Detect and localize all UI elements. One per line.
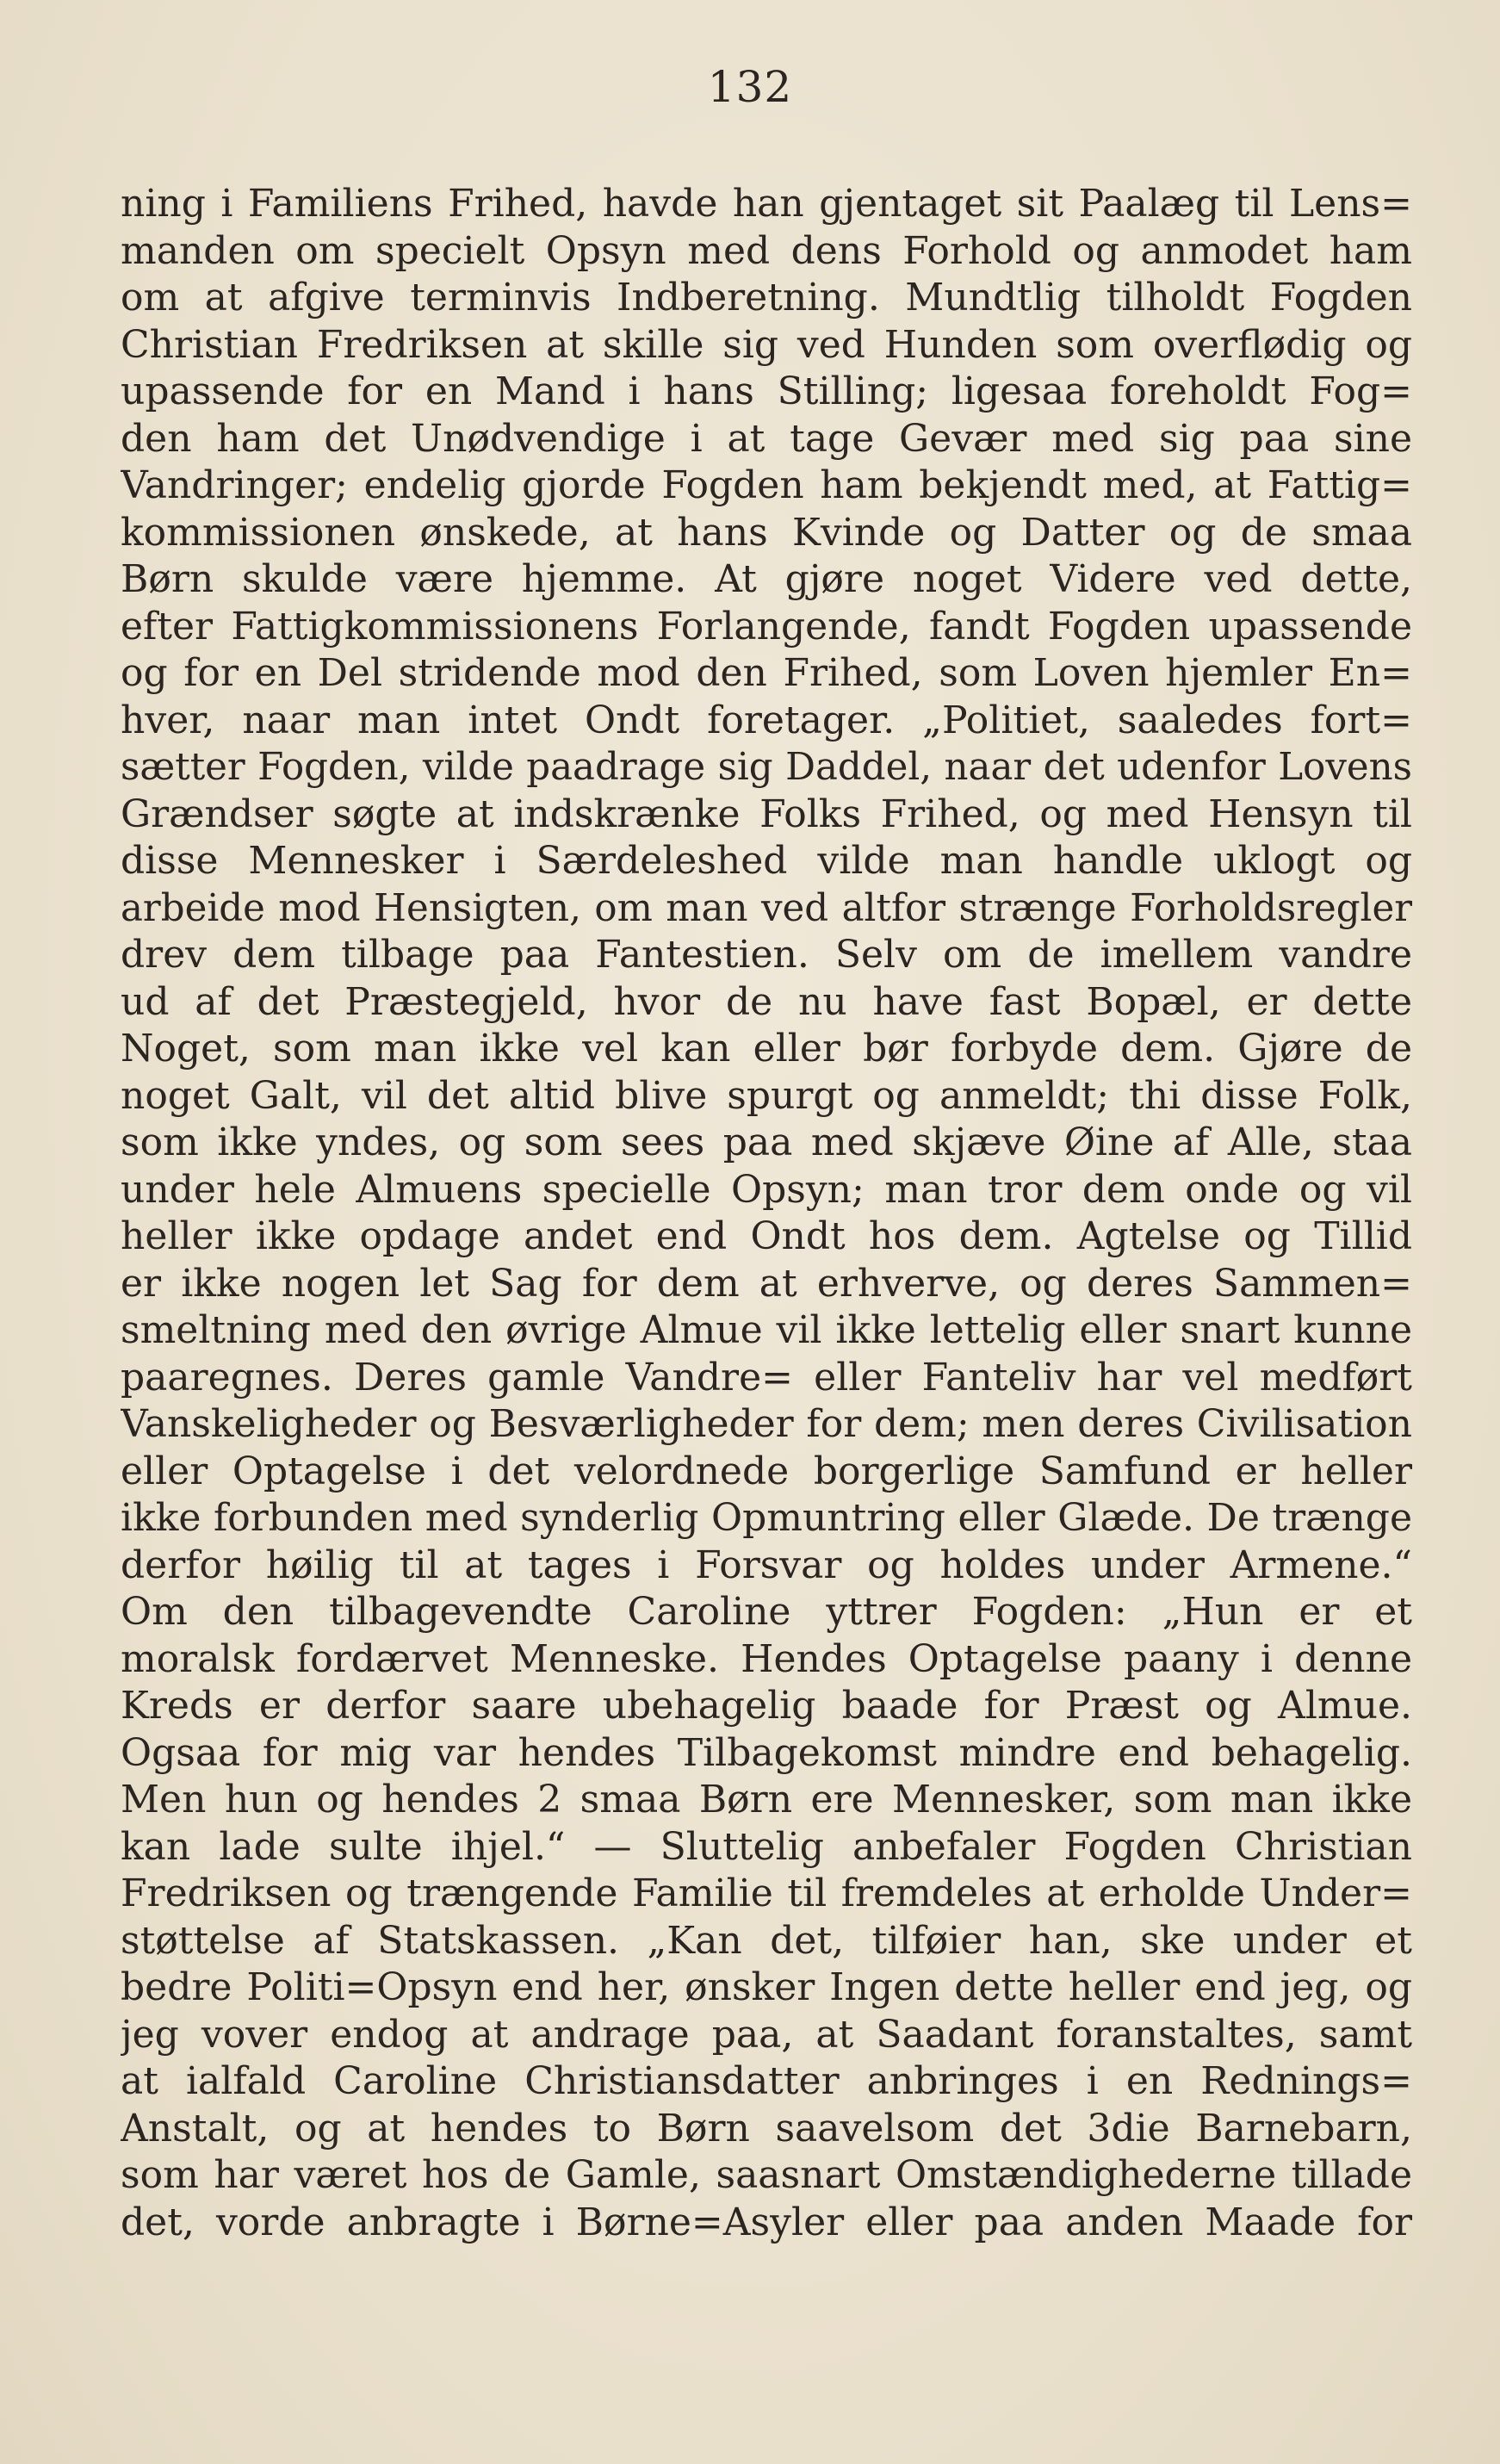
text-line: sætter Fogden, vilde paadrage sig Daddel, naar det udenfor Lovens xyxy=(121,746,1412,789)
text-line: den ham det Unødvendige i at tage Gevær med sig paa sine xyxy=(121,416,1412,461)
text-line: Ogsaa for mig var hendes Tilbagekomst mindre end behagelig. xyxy=(121,1730,1412,1775)
body-text xyxy=(121,181,1412,2246)
text-line: som ikke yndes, og som sees paa med skjæve Øine af Alle, staa xyxy=(121,1120,1412,1164)
text-line: drev dem tilbage paa Fantestien. Selv om de imellem vandre xyxy=(121,933,1412,977)
text-line: at ialfald Caroline Christiansdatter anbringes i en Rednings= xyxy=(121,2059,1412,2103)
text-line: kommissionen ønskede, at hans Kvinde og Datter og de smaa xyxy=(121,510,1412,555)
text-line: Børn skulde være hjemme. At gjøre noget Videre ved dette, xyxy=(121,557,1412,601)
text-line: det, vorde anbragte i Børne=Asyler eller paa anden Maade for xyxy=(121,2200,1412,2244)
text-line: Noget, som man ikke vel kan eller bør forbyde dem. Gjøre de xyxy=(121,1027,1412,1071)
text-line: eller Optagelse i det velordnede borgerlige Samfund er heller xyxy=(121,1449,1412,1493)
text-line: efter Fattigkommissionens Forlangende, fandt Fogden upassende xyxy=(121,604,1412,649)
text-line: moralsk fordærvet Menneske. Hendes Optagelse paany i denne xyxy=(121,1636,1412,1681)
text-line: Om den tilbagevendte Caroline yttrer Fogden: „Hun er et xyxy=(121,1590,1412,1634)
text-line: Men hun og hendes 2 smaa Børn ere Mennesker, som man ikke xyxy=(121,1778,1412,1822)
text-line: ning i Familiens Frihed, havde han gjentaget sit Paalæg til Lens= xyxy=(121,182,1412,226)
text-line: Kreds er derfor saare ubehagelig baade for Præst og Almue. xyxy=(121,1684,1412,1728)
text-line: jeg vover endog at andrage paa, at Saadant foranstaltes, samt xyxy=(121,2012,1412,2057)
text-line: ud af det Præstegjeld, hvor de nu have fast Bopæl, er dette xyxy=(121,979,1412,1024)
text-line: derfor høilig til at tages i Forsvar og holdes under Armene.“ xyxy=(121,1542,1412,1587)
text-line: hver, naar man intet Ondt foretager. „Politiet, saaledes fort= xyxy=(121,698,1412,742)
text-line: støttelse af Statskassen. „Kan det, tilføier han, ske under et xyxy=(121,1918,1412,1963)
text-line: manden om specielt Opsyn med dens Forhold og anmodet ham xyxy=(121,228,1412,273)
text-line: disse Mennesker i Særdeleshed vilde man handle uklogt og xyxy=(121,839,1412,883)
page-number: 132 xyxy=(707,62,793,112)
text-line: Vanskeligheder og Besværligheder for dem; men deres Civilisation xyxy=(121,1402,1412,1446)
text-line: Fredriksen og trængende Familie til fremdeles at erholde Under= xyxy=(121,1871,1412,1915)
text-line: bedre Politi=Opsyn end her, ønsker Ingen dette heller end jeg, og xyxy=(121,1965,1412,2009)
text-line: Vandringer; endelig gjorde Fogden ham bekjendt med, at Fattig= xyxy=(121,463,1412,507)
text-line: ikke forbunden med synderlig Opmuntring eller Glæde. De trænge xyxy=(121,1496,1412,1540)
text-line: paaregnes. Deres gamle Vandre= eller Fanteliv har vel medført xyxy=(121,1355,1412,1400)
text-line: heller ikke opdage andet end Ondt hos dem. Agtelse og Tillid xyxy=(121,1214,1412,1258)
text-line: er ikke nogen let Sag for dem at erhverve, og deres Sammen= xyxy=(121,1261,1412,1306)
text-line: noget Galt, vil det altid blive spurgt og anmeldt; thi disse Folk, xyxy=(121,1073,1412,1118)
text-line: om at afgive terminvis Indberetning. Mundtlig tilholdt Fogden xyxy=(121,276,1412,320)
text-line: under hele Almuens specielle Opsyn; man tror dem onde og vil xyxy=(121,1167,1412,1212)
text-line: Grændser søgte at indskrænke Folks Frihed, og med Hensyn til xyxy=(121,791,1412,836)
text-line: smeltning med den øvrige Almue vil ikke lettelig eller snart kunne xyxy=(121,1308,1412,1352)
text-line: arbeide mod Hensigten, om man ved altfor strænge Forholdsregler xyxy=(121,886,1412,930)
text-line: og for en Del stridende mod den Frihed, som Loven hjemler En= xyxy=(121,651,1412,695)
text-line: upassende for en Mand i hans Stilling; ligesaa foreholdt Fog= xyxy=(121,369,1412,413)
text-line: som har været hos de Gamle, saasnart Omstændighederne tillade xyxy=(121,2153,1412,2197)
text-line: Christian Fredriksen at skille sig ved Hunden som overflødig og xyxy=(121,322,1412,367)
text-line: Anstalt, og at hendes to Børn saavelsom det 3die Barnebarn, xyxy=(121,2106,1412,2151)
text-line: kan lade sulte ihjel.“ — Sluttelig anbefaler Fogden Christian xyxy=(121,1824,1412,1869)
